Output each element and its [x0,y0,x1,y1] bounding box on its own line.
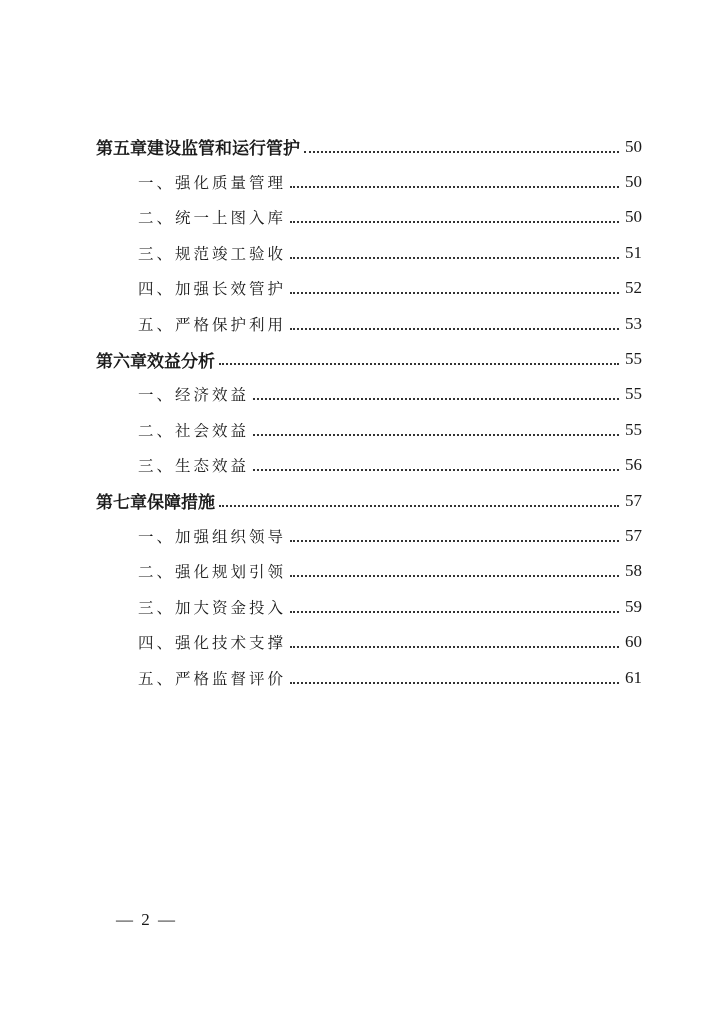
toc-entry[interactable] [96,377,642,412]
toc-entry[interactable] [96,412,642,447]
toc-entry-title: 第七章保障措施 [96,488,219,513]
dot-leader [290,327,619,330]
dot-leader [304,150,619,153]
toc-entry-title: 二、统一上图入库 [138,206,290,228]
toc-entry-title: 三、生态效益 [138,454,253,476]
dot-leader [290,574,619,577]
toc-entry[interactable] [96,271,642,306]
dot-leader [290,185,619,188]
toc-entry[interactable] [96,164,642,199]
dot-leader [219,504,619,507]
toc-entry-title: 第六章效益分析 [96,347,219,372]
toc-entry-page: 56 [625,455,642,475]
toc-entry[interactable] [96,129,642,164]
page-number: — 2 — [116,910,177,929]
toc-entry-page: 58 [625,561,642,581]
toc-entry-page: 61 [625,667,642,687]
toc-entry-page: 50 [625,136,642,156]
dot-leader [290,220,619,223]
toc-entry-page: 50 [625,207,642,227]
dot-leader [290,291,619,294]
table-of-contents [96,129,642,695]
toc-entry[interactable] [96,554,642,589]
toc-entry-title: 二、强化规划引领 [138,560,290,582]
toc-entry[interactable] [96,448,642,483]
toc-entry-title: 四、加强长效管护 [138,277,290,299]
dot-leader [253,468,619,471]
toc-entry-page: 55 [625,384,642,404]
toc-entry[interactable] [96,483,642,518]
toc-entry[interactable] [96,235,642,270]
toc-entry-title: 第五章建设监管和运行管护 [96,134,304,159]
toc-entry[interactable] [96,518,642,553]
toc-entry-title: 一、经济效益 [138,383,253,405]
dot-leader [219,362,619,365]
toc-entry[interactable] [96,200,642,235]
dot-leader [253,397,619,400]
toc-entry-page: 50 [625,172,642,192]
toc-entry-title: 二、社会效益 [138,419,253,441]
toc-entry-title: 三、加大资金投入 [138,596,290,618]
toc-entry-title: 五、严格监督评价 [138,667,290,689]
toc-entry[interactable] [96,624,642,659]
toc-entry[interactable] [96,589,642,624]
toc-entry-page: 60 [625,632,642,652]
toc-entry-page: 55 [625,349,642,369]
dot-leader [290,645,619,648]
toc-entry-page: 53 [625,313,642,333]
toc-entry-title: 五、严格保护利用 [138,313,290,335]
dot-leader [253,433,619,436]
toc-entry-page: 55 [625,419,642,439]
toc-entry-page: 52 [625,278,642,298]
toc-entry[interactable] [96,660,642,695]
dot-leader [290,539,619,542]
toc-entry-page: 51 [625,242,642,262]
toc-entry-title: 一、强化质量管理 [138,171,290,193]
toc-entry-title: 三、规范竣工验收 [138,242,290,264]
dot-leader [290,610,619,613]
dot-leader [290,681,619,684]
toc-entry-page: 59 [625,596,642,616]
dot-leader [290,256,619,259]
toc-entry-page: 57 [625,525,642,545]
toc-entry[interactable] [96,341,642,376]
toc-entry-page: 57 [625,490,642,510]
toc-entry-title: 四、强化技术支撑 [138,631,290,653]
toc-entry-title: 一、加强组织领导 [138,525,290,547]
toc-entry[interactable] [96,306,642,341]
